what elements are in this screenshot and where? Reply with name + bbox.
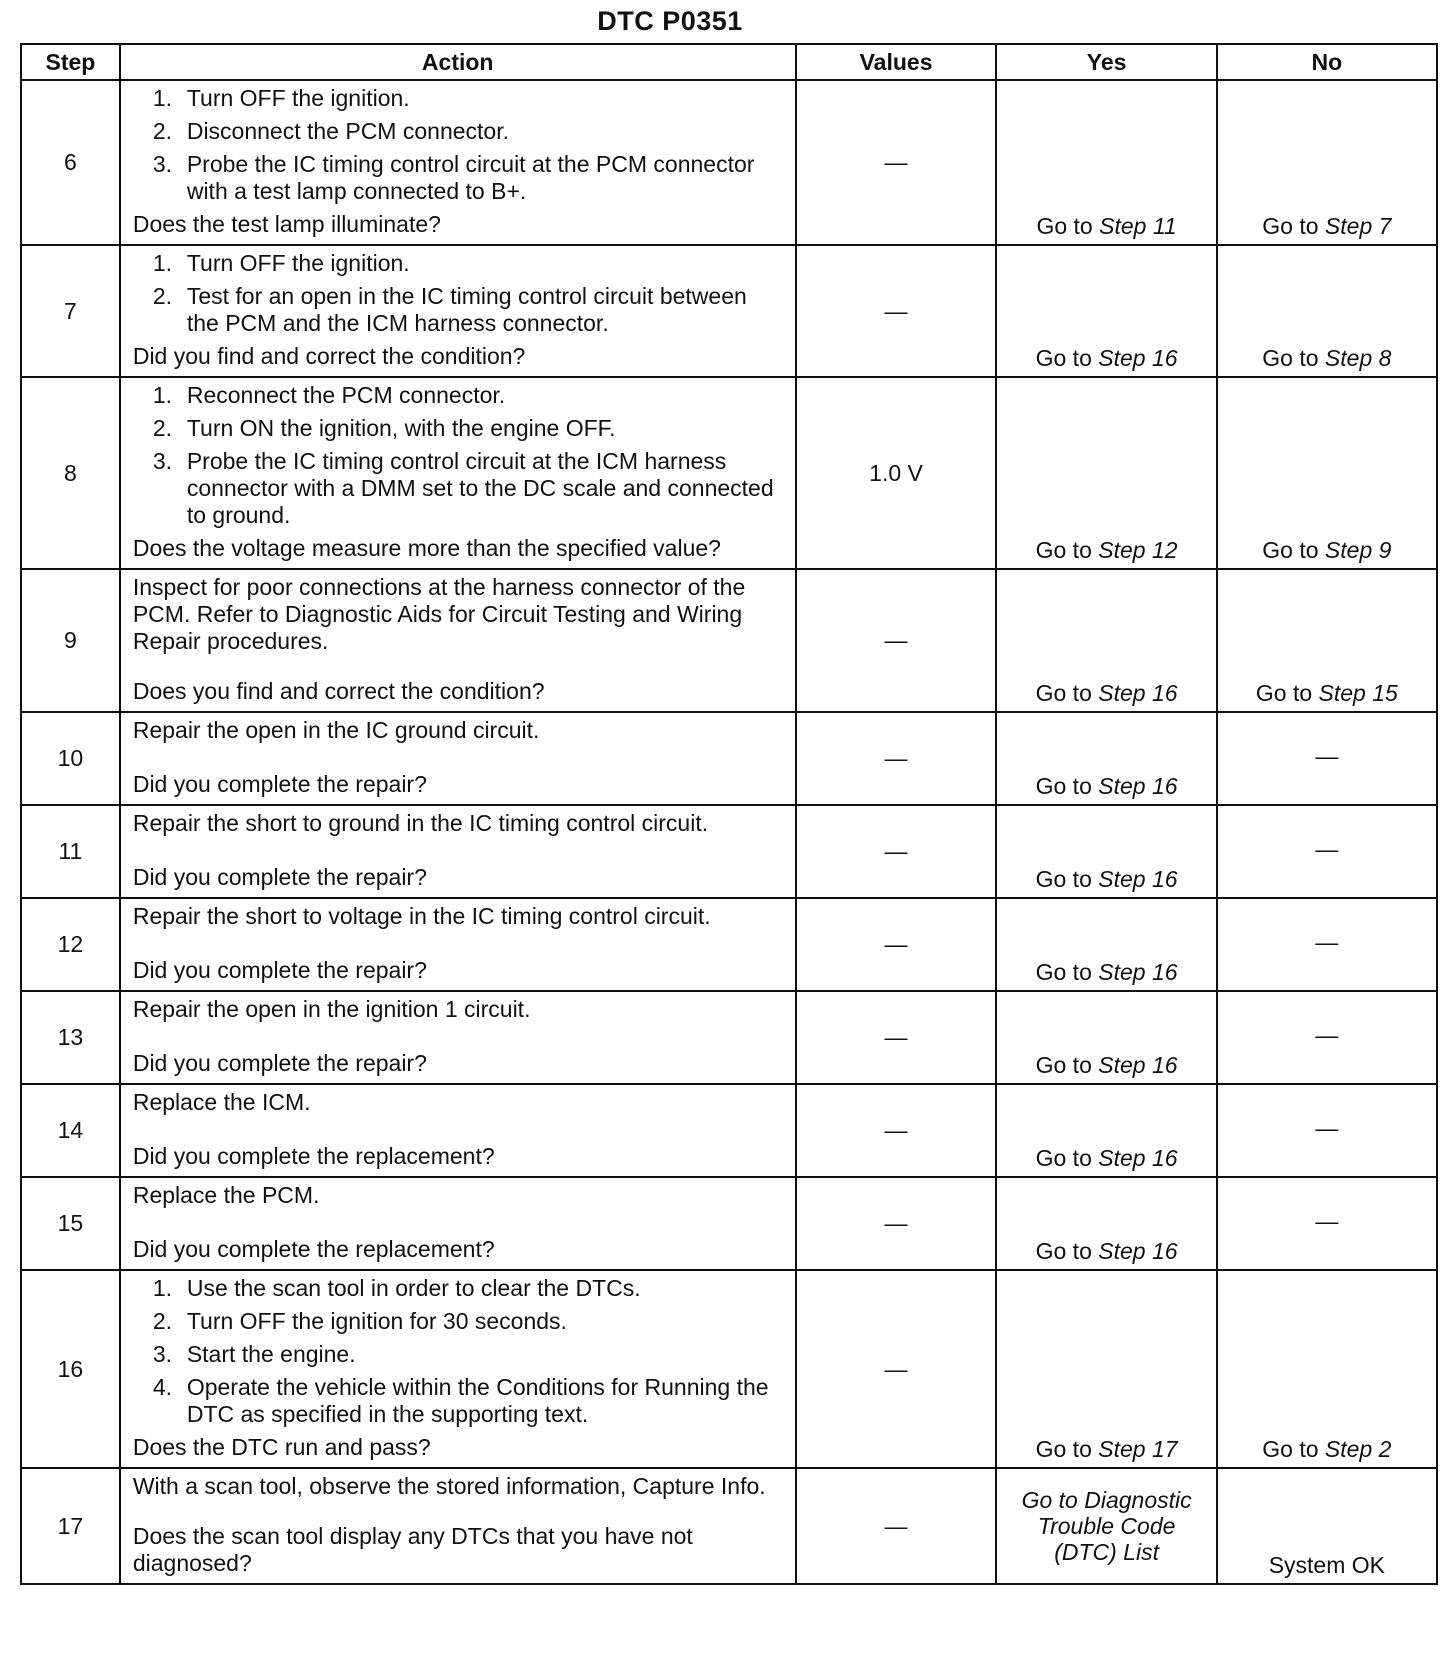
value-cell: —: [796, 80, 997, 245]
action-question: Does the DTC run and pass?: [132, 1434, 431, 1460]
step-number: 14: [21, 1084, 120, 1177]
no-dash: —: [1217, 805, 1437, 898]
value-cell: —: [796, 805, 997, 898]
action-steps-list: [133, 1275, 785, 1428]
no-dash: —: [1217, 1177, 1437, 1270]
action-text: Repair the short to voltage in the IC timing control circuit.: [132, 903, 711, 929]
step-number: 9: [21, 569, 120, 712]
step-number: 13: [21, 991, 120, 1084]
header-values: Values: [796, 44, 997, 80]
action-question: Did you complete the replacement?: [132, 1143, 495, 1169]
table-row: [21, 1084, 1437, 1177]
yes-goto-step: Go to Step 16: [996, 805, 1216, 898]
yes-goto-step: Go to Step 16: [996, 898, 1216, 991]
action-question: Did you complete the repair?: [132, 957, 427, 983]
table-row: [21, 377, 1437, 569]
action-cell: [120, 898, 796, 991]
value-cell: —: [796, 1270, 997, 1468]
action-steps-list: [133, 85, 785, 205]
action-step: 2. Turn OFF the ignition for 30 seconds.: [152, 1308, 567, 1334]
value-cell: —: [796, 712, 997, 805]
step-number: 15: [21, 1177, 120, 1270]
action-step: 3. Start the engine.: [152, 1341, 356, 1367]
no-goto-step: Go to Step 9: [1217, 377, 1437, 569]
step-number: 12: [21, 898, 120, 991]
action-cell: [120, 377, 796, 569]
action-question: Does the test lamp illuminate?: [132, 211, 441, 237]
no-goto-step: Go to Step 2: [1217, 1270, 1437, 1468]
table-row: [21, 569, 1437, 712]
yes-goto-step: Go to Step 11: [996, 80, 1216, 245]
action-step: 1. Turn OFF the ignition.: [152, 85, 410, 111]
action-question: Does the scan tool display any DTCs that you have not diagnosed?: [132, 1523, 693, 1576]
yes-goto-step: Go to Step 16: [996, 1084, 1216, 1177]
dtc-table: [20, 43, 1438, 1585]
value-cell: —: [796, 991, 997, 1084]
action-cell: [120, 1468, 796, 1584]
no-dash: —: [1217, 898, 1437, 991]
action-cell: [120, 991, 796, 1084]
table-row: [21, 1468, 1437, 1584]
action-text: Replace the PCM.: [132, 1182, 320, 1208]
step-number: 6: [21, 80, 120, 245]
action-text: Repair the short to ground in the IC timing control circuit.: [132, 810, 709, 836]
yes-goto-step: Go to Step 16: [996, 569, 1216, 712]
yes-goto-step: Go to Step 16: [996, 712, 1216, 805]
action-cell: [120, 1084, 796, 1177]
yes-goto-step: Go to Step 12: [996, 377, 1216, 569]
header-step: Step: [21, 44, 120, 80]
step-number: 16: [21, 1270, 120, 1468]
action-step: 2. Disconnect the PCM connector.: [152, 118, 509, 144]
table-row: [21, 80, 1437, 245]
action-question: Does the voltage measure more than the specified value?: [132, 535, 721, 561]
step-number: 7: [21, 245, 120, 377]
table-row: [21, 898, 1437, 991]
action-cell: [120, 245, 796, 377]
action-cell: [120, 1270, 796, 1468]
yes-goto-dtc-list: Go to Diagnostic Trouble Code (DTC) List: [996, 1468, 1216, 1584]
header-no: No: [1217, 44, 1437, 80]
action-cell: [120, 80, 796, 245]
action-step: 2. Turn ON the ignition, with the engine OFF.: [152, 415, 616, 441]
action-step: 1. Use the scan tool in order to clear the DTCs.: [152, 1275, 641, 1301]
no-dash: —: [1217, 991, 1437, 1084]
no-dash: —: [1217, 1084, 1437, 1177]
action-steps-list: [133, 382, 785, 529]
action-question: Did you complete the repair?: [132, 864, 427, 890]
table-row: [21, 1270, 1437, 1468]
table-row: [21, 712, 1437, 805]
step-number: 10: [21, 712, 120, 805]
action-question: Does you find and correct the condition?: [132, 678, 545, 704]
no-goto-step: Go to Step 15: [1217, 569, 1437, 712]
value-cell: —: [796, 245, 997, 377]
no-result: System OK: [1217, 1468, 1437, 1584]
table-row: [21, 991, 1437, 1084]
yes-goto-step: Go to Step 16: [996, 245, 1216, 377]
action-cell: [120, 805, 796, 898]
header-action: Action: [120, 44, 796, 80]
action-text: Repair the open in the IC ground circuit.: [132, 717, 540, 743]
action-step: 1. Reconnect the PCM connector.: [152, 382, 506, 408]
action-text: Inspect for poor connections at the harness connector of the PCM. Refer to Diagnostic Aids for Circuit Testing and Wiring Repair procedures.: [132, 574, 746, 654]
table-row: [21, 245, 1437, 377]
action-step: 3. Probe the IC timing control circuit at the ICM harness connector with a DMM set to the DC scale and connected to ground.: [152, 448, 774, 528]
yes-goto-step: Go to Step 16: [996, 1177, 1216, 1270]
action-step: 3. Probe the IC timing control circuit at the PCM connector with a test lamp connected to B+.: [152, 151, 755, 204]
action-cell: [120, 712, 796, 805]
no-goto-step: Go to Step 8: [1217, 245, 1437, 377]
action-cell: [120, 1177, 796, 1270]
step-number: 11: [21, 805, 120, 898]
action-step: 1. Turn OFF the ignition.: [152, 250, 410, 276]
page-title: DTC P0351: [597, 6, 743, 36]
action-question: Did you complete the repair?: [132, 771, 427, 797]
value-cell: —: [796, 1084, 997, 1177]
yes-goto-step: Go to Step 17: [996, 1270, 1216, 1468]
action-text: Repair the open in the ignition 1 circuit.: [132, 996, 531, 1022]
value-cell: —: [796, 569, 997, 712]
action-steps-list: [133, 250, 785, 337]
no-dash: —: [1217, 712, 1437, 805]
table-row: [21, 1177, 1437, 1270]
table-row: [21, 805, 1437, 898]
header-row: [21, 44, 1437, 80]
action-question: Did you complete the replacement?: [132, 1236, 495, 1262]
yes-goto-step: Go to Step 16: [996, 991, 1216, 1084]
value-cell: 1.0 V: [796, 377, 997, 569]
action-question: Did you find and correct the condition?: [132, 343, 526, 369]
action-step: 2. Test for an open in the IC timing control circuit between the PCM and the ICM harness connector.: [152, 283, 747, 336]
action-question: Did you complete the repair?: [132, 1050, 427, 1076]
value-cell: —: [796, 898, 997, 991]
no-goto-step: Go to Step 7: [1217, 80, 1437, 245]
action-text: Replace the ICM.: [132, 1089, 311, 1115]
step-number: 8: [21, 377, 120, 569]
action-text: With a scan tool, observe the stored information, Capture Info.: [132, 1473, 766, 1499]
value-cell: —: [796, 1177, 997, 1270]
step-number: 17: [21, 1468, 120, 1584]
header-yes: Yes: [996, 44, 1216, 80]
action-step: 4. Operate the vehicle within the Conditions for Running the DTC as specified in the supporting text.: [152, 1374, 769, 1427]
value-cell: —: [796, 1468, 997, 1584]
action-cell: [120, 569, 796, 712]
